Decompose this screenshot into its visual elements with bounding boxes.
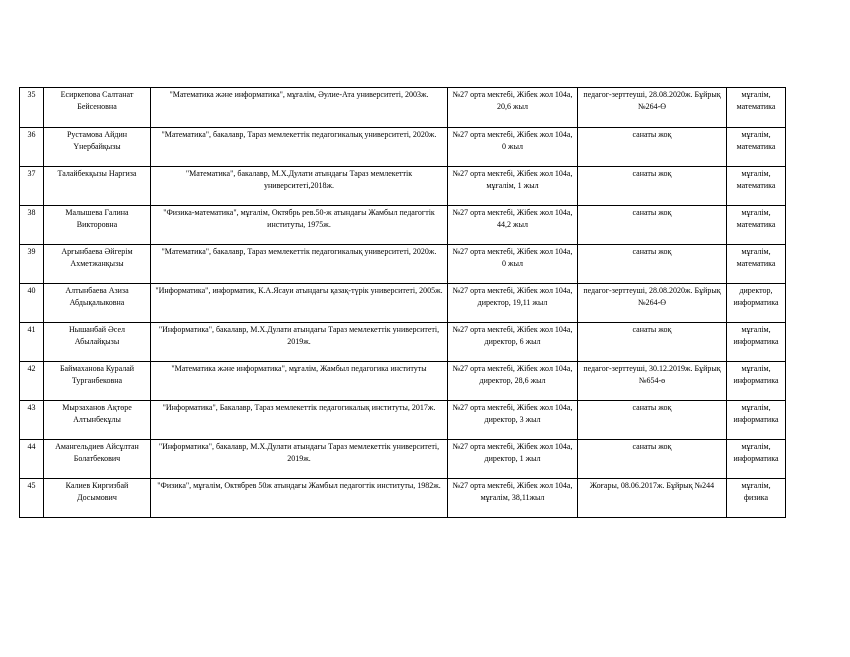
category: санаты жоқ <box>578 167 727 206</box>
education: "Математика", бакалавр, М.Х.Дулати атындағы Тараз мемлекеттік университеті,2018ж. <box>151 167 448 206</box>
table-row <box>20 323 786 362</box>
workplace: №27 орта мектебі, Жібек жол 104а, 44,2 жыл <box>448 206 578 245</box>
row-number: 40 <box>20 284 44 323</box>
education: "Физика", мұғалім, Октябрев 50ж атындағы Жамбыл педагогтік институты, 1982ж. <box>151 479 448 518</box>
category: санаты жоқ <box>578 440 727 479</box>
position: мұғалім, физика <box>727 479 786 518</box>
table-row <box>20 401 786 440</box>
position: мұғалім, математика <box>727 206 786 245</box>
workplace: №27 орта мектебі, Жібек жол 104а, директор, 6 жыл <box>448 323 578 362</box>
teacher-name: Мырзаханов Ақтөре Алтынбекұлы <box>44 401 151 440</box>
teacher-name: Малышева Галина Викторовна <box>44 206 151 245</box>
position: мұғалім, информатика <box>727 323 786 362</box>
teacher-name: Амангельдиев Айсұлтан Болатбекович <box>44 440 151 479</box>
workplace: №27 орта мектебі, Жібек жол 104а, директор, 19,11 жыл <box>448 284 578 323</box>
category: педагог-зерттеуші, 30.12.2019ж. Бұйрық №654-ө <box>578 362 727 401</box>
row-number: 43 <box>20 401 44 440</box>
row-number: 41 <box>20 323 44 362</box>
category: педагог-зерттеуші, 28.08.2020ж. Бұйрық №264-Ө <box>578 284 727 323</box>
education: "Информатика", Бакалавр, Тараз мемлекеттік педагогикалық институты, 2017ж. <box>151 401 448 440</box>
position: мұғалім, математика <box>727 167 786 206</box>
teacher-name: Рустамова Айдин Үнербайқызы <box>44 128 151 167</box>
table-row <box>20 284 786 323</box>
position: мұғалім, математика <box>727 88 786 128</box>
position: мұғалім, математика <box>727 128 786 167</box>
workplace: №27 орта мектебі, Жібек жол 104а, директор, 1 жыл <box>448 440 578 479</box>
staff-table-body <box>20 88 786 518</box>
teacher-name: Арғынбаева Әйгерім Ахметжанқызы <box>44 245 151 284</box>
row-number: 35 <box>20 88 44 128</box>
category: санаты жоқ <box>578 245 727 284</box>
category: санаты жоқ <box>578 401 727 440</box>
workplace: №27 орта мектебі, Жібек жол 104а, 20,6 жыл <box>448 88 578 128</box>
teacher-name: Нышанбай Әсел Абылайқызы <box>44 323 151 362</box>
table-row <box>20 245 786 284</box>
education: "Математика және информатика", мұғалім, Әулие-Ата университеті, 2003ж. <box>151 88 448 128</box>
category: Жоғары, 08.06.2017ж. Бұйрық №244 <box>578 479 727 518</box>
workplace: №27 орта мектебі, Жібек жол 104а, директор, 28,6 жыл <box>448 362 578 401</box>
education: "Математика", бакалавр, Тараз мемлекеттік педагогикалық университеті, 2020ж. <box>151 128 448 167</box>
education: "Информатика", бакалавр, М.Х.Дулати атындағы Тараз мемлекеттік университеті, 2019ж. <box>151 440 448 479</box>
category: санаты жоқ <box>578 323 727 362</box>
category: педагог-зерттеуші, 28.08.2020ж. Бұйрық №264-Ө <box>578 88 727 128</box>
education: "Физика-математика", мұғалім, Октябрь рев.50-ж атындағы Жамбыл педагогтік институты, 1975ж. <box>151 206 448 245</box>
position: мұғалім, информатика <box>727 401 786 440</box>
row-number: 36 <box>20 128 44 167</box>
teacher-name: Есиркепова Салтанат Бейсеновна <box>44 88 151 128</box>
category: санаты жоқ <box>578 128 727 167</box>
row-number: 38 <box>20 206 44 245</box>
row-number: 44 <box>20 440 44 479</box>
category: санаты жоқ <box>578 206 727 245</box>
education: "Информатика", бакалавр, М.Х.Дулати атындағы Тараз мемлекеттік университеті, 2019ж. <box>151 323 448 362</box>
table-row <box>20 479 786 518</box>
staff-table-container <box>19 87 786 518</box>
position: мұғалім, информатика <box>727 440 786 479</box>
table-row <box>20 128 786 167</box>
position: директор, информатика <box>727 284 786 323</box>
education: "Математика және информатика", мұғалім, Жамбыл педагогика институты <box>151 362 448 401</box>
staff-table <box>19 87 786 518</box>
workplace: №27 орта мектебі, Жібек жол 104а, 0 жыл <box>448 128 578 167</box>
table-row <box>20 206 786 245</box>
row-number: 45 <box>20 479 44 518</box>
workplace: №27 орта мектебі, Жібек жол 104а, мұғалім, 38,11жыл <box>448 479 578 518</box>
teacher-name: Алтынбаева Азиза Абдықалыковна <box>44 284 151 323</box>
education: "Математика", бакалавр, Тараз мемлекеттік педагогикалық университеті, 2020ж. <box>151 245 448 284</box>
teacher-name: Калиев Киргизбай Досымович <box>44 479 151 518</box>
position: мұғалім, информатика <box>727 362 786 401</box>
table-row <box>20 167 786 206</box>
table-row <box>20 362 786 401</box>
row-number: 39 <box>20 245 44 284</box>
table-row <box>20 88 786 128</box>
row-number: 42 <box>20 362 44 401</box>
teacher-name: Талайбекқызы Наргиза <box>44 167 151 206</box>
table-row <box>20 440 786 479</box>
workplace: №27 орта мектебі, Жібек жол 104а, директор, 3 жыл <box>448 401 578 440</box>
education: "Информатика", информатик, К.А.Ясауи атындағы қазақ-түрік университеті, 2005ж. <box>151 284 448 323</box>
teacher-name: Баймаханова Куралай Турганбековна <box>44 362 151 401</box>
position: мұғалім, математика <box>727 245 786 284</box>
row-number: 37 <box>20 167 44 206</box>
workplace: №27 орта мектебі, Жібек жол 104а, мұғалім, 1 жыл <box>448 167 578 206</box>
workplace: №27 орта мектебі, Жібек жол 104а, 0 жыл <box>448 245 578 284</box>
